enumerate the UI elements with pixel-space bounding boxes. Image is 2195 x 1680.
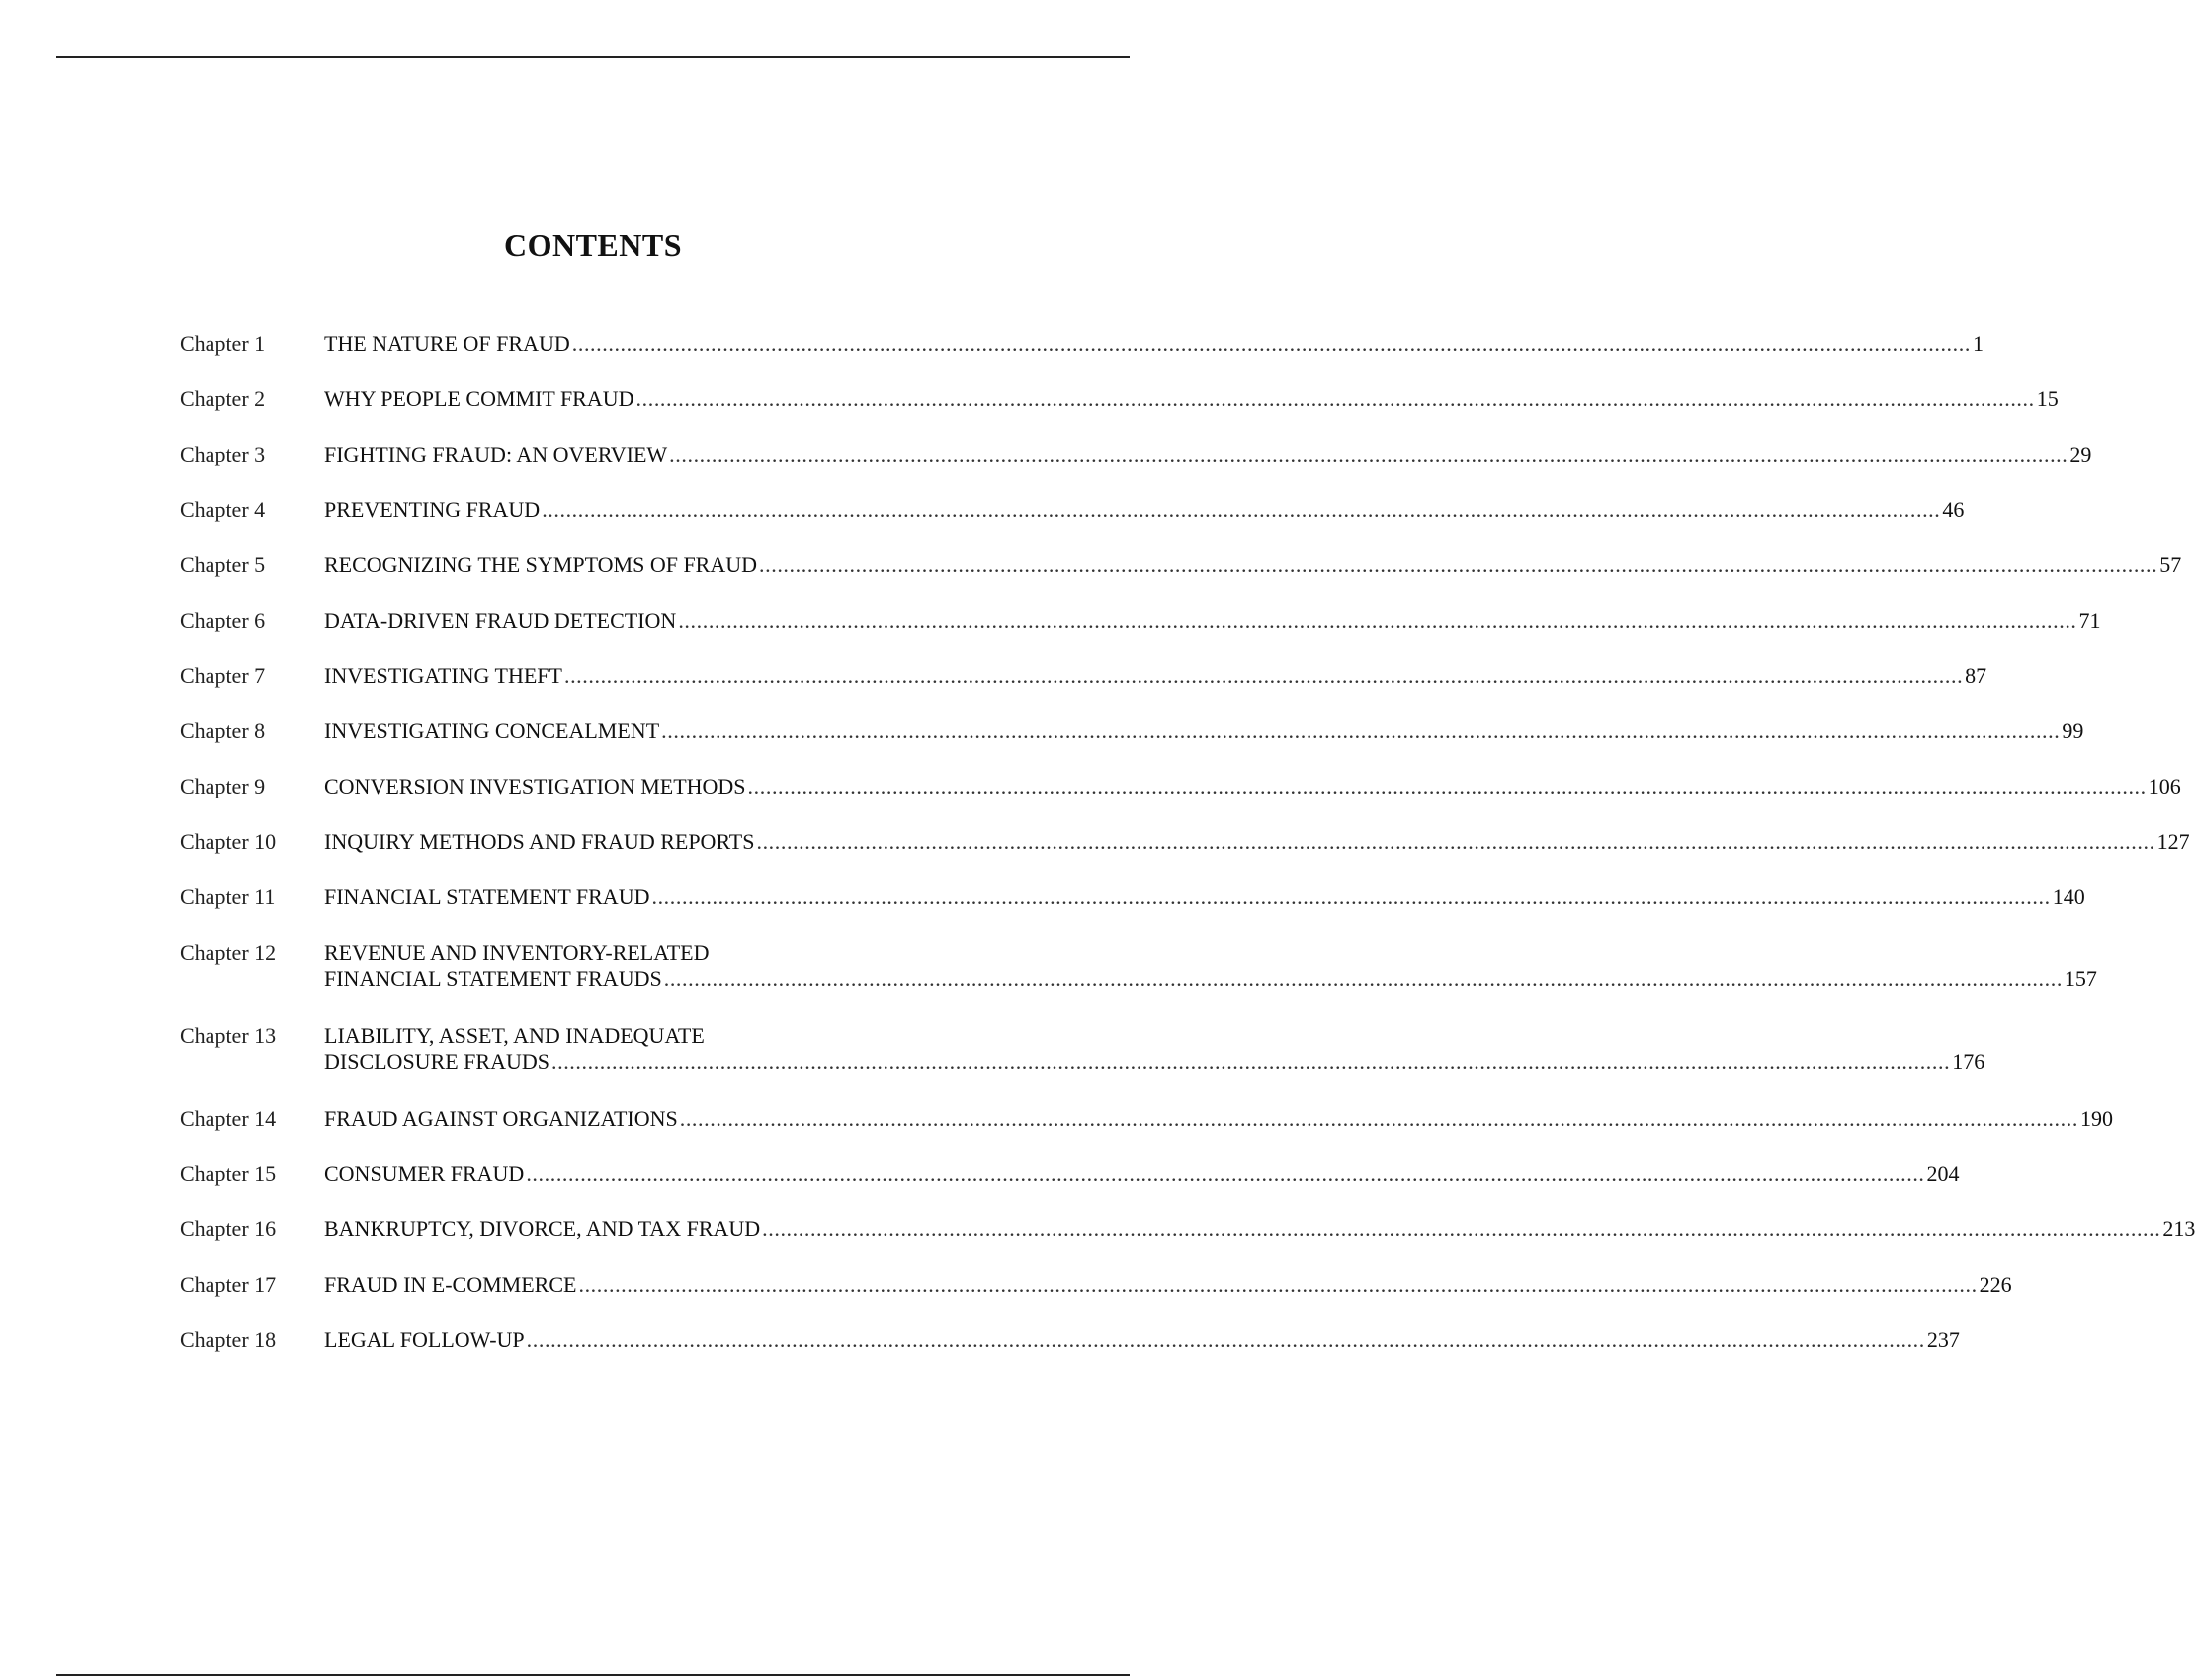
page-number: 157 bbox=[2064, 966, 2097, 991]
toc-entry bbox=[180, 1160, 1960, 1187]
dot-leader bbox=[526, 1160, 1924, 1187]
chapter-title: INQUIRY METHODS AND FRAUD REPORTS bbox=[324, 829, 755, 854]
entry-line bbox=[324, 966, 2097, 992]
entry-line bbox=[324, 1216, 2195, 1242]
chapter-number: Chapter 13 bbox=[180, 1023, 277, 1048]
chapter-number: Chapter 2 bbox=[180, 386, 266, 411]
top-rule bbox=[56, 56, 1130, 58]
dot-leader bbox=[661, 717, 2060, 744]
page-number: 57 bbox=[2159, 552, 2182, 577]
chapter-number: Chapter 7 bbox=[180, 663, 266, 688]
page-number: 190 bbox=[2079, 1106, 2113, 1131]
entry-line bbox=[324, 939, 2097, 966]
page-number: 176 bbox=[1952, 1050, 1985, 1074]
entry-line bbox=[324, 1022, 1984, 1049]
dot-leader bbox=[551, 1049, 1950, 1075]
page-number: 99 bbox=[2062, 718, 2084, 743]
chapter-title: INVESTIGATING CONCEALMENT bbox=[324, 718, 660, 743]
page-number: 213 bbox=[2162, 1217, 2195, 1241]
page-number: 237 bbox=[1926, 1327, 1960, 1352]
entry-line bbox=[324, 551, 2181, 578]
toc-entry bbox=[180, 1022, 1985, 1075]
entry-line bbox=[324, 1049, 1984, 1075]
entry-body bbox=[324, 1022, 1984, 1075]
entry-body bbox=[324, 883, 2085, 910]
chapter-number: Chapter 1 bbox=[180, 331, 266, 356]
entry-body bbox=[324, 662, 1986, 689]
entry-body bbox=[324, 828, 2190, 855]
chapter-title: FRAUD AGAINST ORGANIZATIONS bbox=[324, 1106, 678, 1131]
entry-body bbox=[324, 939, 2097, 992]
entry-line bbox=[324, 330, 1984, 357]
entry-line bbox=[324, 496, 1964, 523]
chapter-title: THE NATURE OF FRAUD bbox=[324, 331, 570, 356]
entry-line bbox=[324, 828, 2190, 855]
entry-line bbox=[324, 1271, 2012, 1298]
entry-line bbox=[324, 1160, 1960, 1187]
entry-line bbox=[324, 385, 2059, 412]
chapter-number: Chapter 16 bbox=[180, 1217, 277, 1241]
chapter-number: Chapter 9 bbox=[180, 774, 266, 798]
chapter-title: DATA-DRIVEN FRAUD DETECTION bbox=[324, 608, 677, 632]
page-number: 127 bbox=[2156, 829, 2190, 854]
chapter-title: PREVENTING FRAUD bbox=[324, 497, 541, 522]
bottom-rule bbox=[56, 1674, 1130, 1676]
chapter-title: CONSUMER FRAUD bbox=[324, 1161, 525, 1186]
chapter-number: Chapter 12 bbox=[180, 940, 277, 965]
page-number: 140 bbox=[2052, 884, 2085, 909]
toc-entry bbox=[180, 1105, 2113, 1132]
toc-entry bbox=[180, 1216, 2195, 1242]
toc-entry bbox=[180, 1326, 1960, 1353]
entry-body bbox=[324, 551, 2181, 578]
chapter-title: FINANCIAL STATEMENT FRAUDS bbox=[324, 966, 662, 991]
chapter-title: FINANCIAL STATEMENT FRAUD bbox=[324, 884, 650, 909]
dot-leader bbox=[678, 607, 2076, 633]
dot-leader bbox=[542, 496, 1940, 523]
toc-entry bbox=[180, 883, 2085, 910]
page-number: 29 bbox=[2069, 442, 2092, 466]
entry-line bbox=[324, 1326, 1960, 1353]
dot-leader bbox=[651, 883, 2050, 910]
entry-line bbox=[324, 773, 2181, 799]
dot-leader bbox=[759, 551, 2157, 578]
toc-entry bbox=[180, 828, 2190, 855]
dot-leader bbox=[664, 966, 2063, 992]
chapter-number: Chapter 4 bbox=[180, 497, 266, 522]
entry-body bbox=[324, 717, 2083, 744]
toc-entry bbox=[180, 385, 2059, 412]
entry-line bbox=[324, 717, 2083, 744]
entry-body bbox=[324, 1271, 2012, 1298]
chapter-number: Chapter 18 bbox=[180, 1327, 277, 1352]
chapter-number: Chapter 14 bbox=[180, 1106, 277, 1131]
chapter-number: Chapter 17 bbox=[180, 1272, 277, 1297]
dot-leader bbox=[748, 773, 2147, 799]
dot-leader bbox=[636, 385, 2035, 412]
page-number: 87 bbox=[1965, 663, 1987, 688]
chapter-title: REVENUE AND INVENTORY-RELATED bbox=[324, 940, 710, 965]
toc-entry bbox=[180, 662, 1987, 689]
chapter-title: FIGHTING FRAUD: AN OVERVIEW bbox=[324, 442, 668, 466]
entry-body bbox=[324, 385, 2059, 412]
page-number: 226 bbox=[1979, 1272, 2012, 1297]
entry-line bbox=[324, 1105, 2113, 1132]
chapter-number: Chapter 3 bbox=[180, 442, 266, 466]
chapter-number: Chapter 11 bbox=[180, 884, 276, 909]
chapter-title: FRAUD IN E-COMMERCE bbox=[324, 1272, 577, 1297]
page-number: 106 bbox=[2148, 774, 2181, 798]
chapter-number: Chapter 15 bbox=[180, 1161, 277, 1186]
chapter-number: Chapter 10 bbox=[180, 829, 277, 854]
page-number: 71 bbox=[2078, 608, 2101, 632]
dot-leader bbox=[669, 441, 2068, 467]
entry-line bbox=[324, 441, 2091, 467]
entry-body bbox=[324, 773, 2181, 799]
toc-entry bbox=[180, 551, 2182, 578]
entry-body bbox=[324, 1216, 2195, 1242]
entry-body bbox=[324, 496, 1964, 523]
toc-entry bbox=[180, 773, 2181, 799]
toc-entry bbox=[180, 607, 2101, 633]
chapter-title: RECOGNIZING THE SYMPTOMS OF FRAUD bbox=[324, 552, 758, 577]
toc-entry bbox=[180, 330, 1984, 357]
toc-entry bbox=[180, 441, 2092, 467]
page-title: CONTENTS bbox=[503, 227, 683, 263]
entry-body bbox=[324, 1160, 1960, 1187]
chapter-number: Chapter 5 bbox=[180, 552, 266, 577]
chapter-title: BANKRUPTCY, DIVORCE, AND TAX FRAUD bbox=[324, 1217, 761, 1241]
dot-leader bbox=[756, 828, 2154, 855]
dot-leader bbox=[762, 1216, 2160, 1242]
chapter-number: Chapter 8 bbox=[180, 718, 266, 743]
entry-line bbox=[324, 662, 1986, 689]
entry-body bbox=[324, 441, 2091, 467]
toc-entry bbox=[180, 717, 2084, 744]
entry-body bbox=[324, 1105, 2113, 1132]
chapter-title: WHY PEOPLE COMMIT FRAUD bbox=[324, 386, 634, 411]
dot-leader bbox=[680, 1105, 2078, 1132]
page-number: 204 bbox=[1926, 1161, 1960, 1186]
chapter-title: DISCLOSURE FRAUDS bbox=[324, 1050, 549, 1074]
chapter-title: CONVERSION INVESTIGATION METHODS bbox=[324, 774, 746, 798]
entry-line bbox=[324, 607, 2101, 633]
chapter-title: LIABILITY, ASSET, AND INADEQUATE bbox=[324, 1023, 705, 1048]
dot-leader bbox=[564, 662, 1963, 689]
chapter-number: Chapter 6 bbox=[180, 608, 266, 632]
table-of-contents bbox=[180, 330, 2195, 1382]
entry-body bbox=[324, 607, 2101, 633]
toc-entry bbox=[180, 939, 2097, 992]
chapter-title: INVESTIGATING THEFT bbox=[324, 663, 562, 688]
dot-leader bbox=[527, 1326, 1925, 1353]
chapter-title: LEGAL FOLLOW-UP bbox=[324, 1327, 525, 1352]
page-number: 1 bbox=[1972, 331, 1984, 356]
toc-entry bbox=[180, 496, 1965, 523]
page-number: 46 bbox=[1942, 497, 1965, 522]
dot-leader bbox=[572, 330, 1971, 357]
entry-line bbox=[324, 883, 2085, 910]
entry-body bbox=[324, 1326, 1960, 1353]
entry-body bbox=[324, 330, 1984, 357]
dot-leader bbox=[578, 1271, 1977, 1298]
toc-entry bbox=[180, 1271, 2012, 1298]
page-number: 15 bbox=[2036, 386, 2059, 411]
